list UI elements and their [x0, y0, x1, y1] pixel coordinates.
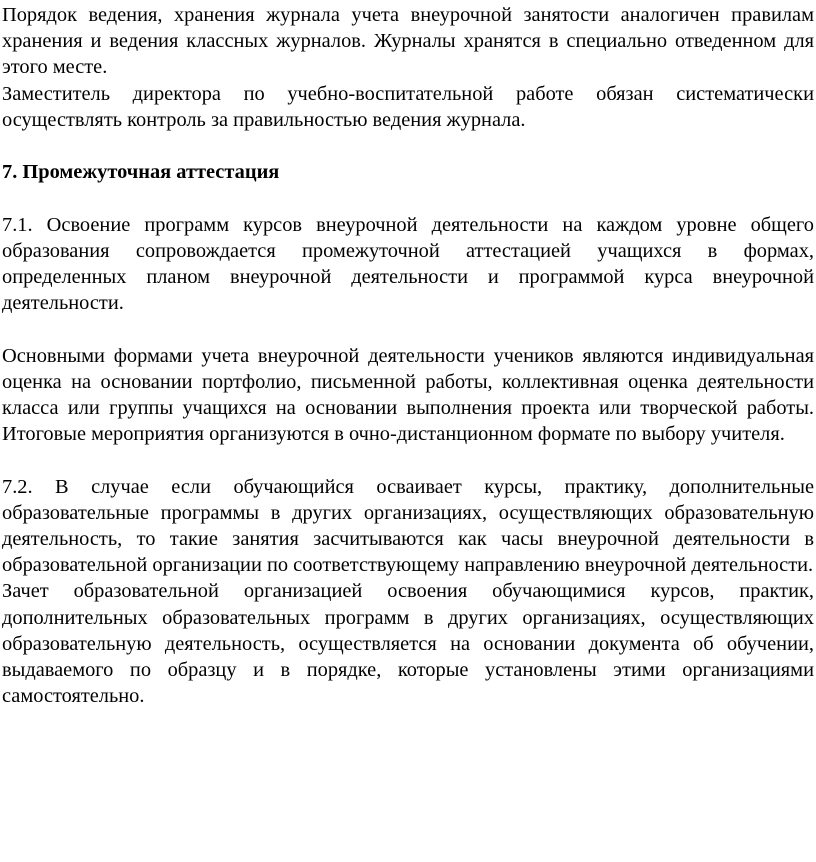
spacer	[2, 316, 814, 342]
paragraph-deputy-control: Заместитель директора по учебно-воспитательной работе обязан систематически осуществлять контроль за правильностью ведения журнала.	[2, 82, 814, 131]
spacer	[2, 447, 814, 473]
spacer	[2, 185, 814, 211]
section-heading: 7. Промежуточная аттестация	[2, 161, 280, 184]
paragraph-credit-recognition: Зачет образовательной организацией освоения обучающимися курсов, практик, дополнительных образовательных программ в других организациях, осуществляющих образовательную деятельность, осуществляется на основании документа об обучении, выдаваемого по образцу и в порядке, которые установлены этими организациями самостоятельно.	[2, 580, 814, 708]
paragraph-7-1: 7.1. Освоение программ курсов внеурочной деятельности на каждом уровне общего образования сопровождается промежуточной аттестацией учащихся в формах, определенных планом внеурочной деятельности и программой курса внеурочной деятельности.	[2, 213, 814, 315]
document-page	[2, 2, 814, 709]
paragraph-forms-of-accounting: Основными формами учета внеурочной деятельности учеников являются индивидуальная оценка на основании портфолио, письменной работы, коллективная оценка деятельности класса или группы учащихся на основании выполнения проекта или творческой работы. Итоговые мероприятия организуются в очно-дистанционном формате по выбору учителя.	[2, 344, 814, 446]
paragraph-7-2: 7.2. В случае если обучающийся осваивает курсы, практику, дополнительные образовательные программы в других организациях, осуществляющих образовательную деятельность, то такие занятия засчитываются как часы внеурочной деятельности в образовательной организации по соответствующему направлению внеурочной деятельности.	[2, 475, 814, 577]
spacer	[2, 133, 814, 159]
paragraph-journal-storage: Порядок ведения, хранения журнала учета внеурочной занятости аналогичен правилам хранения и ведения классных журналов. Журналы хранятся в специально отведенном для этого месте.	[2, 4, 814, 79]
